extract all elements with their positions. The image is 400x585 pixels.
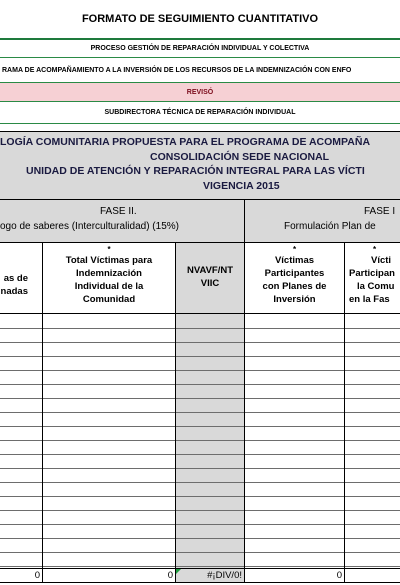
grid-row-line [0,384,400,385]
grid-row-line [0,524,400,525]
column-header-2-line-1: Total Víctimas para [65,255,153,266]
grid-row-line [0,510,400,511]
spacer-row [0,124,400,131]
methodology-line-2: CONSOLIDACIÓN SEDE NACIONAL [150,151,330,163]
phase-3-header[interactable] [245,200,400,243]
data-grid[interactable] [0,314,400,568]
column-header-3-line-2: VIIC [200,278,220,289]
required-marker: * [292,245,297,254]
phase-3-title: FASE I [364,206,396,217]
grid-row-line [0,426,400,427]
phase-3-subtitle: Formulación Plan de [284,221,376,232]
column-header-4-line-4: Inversión [273,294,316,305]
process-text: PROCESO GESTIÓN DE REPARACIÓN INDIVIDUAL Y COLECTIVA [90,45,310,52]
format-title[interactable] [0,0,400,40]
column-header-5-line-3: la Comu [357,281,395,292]
grid-row-line [0,496,400,497]
column-header-2[interactable] [43,243,176,314]
phase-2-header[interactable] [0,200,245,243]
grid-row-line [0,370,400,371]
methodology-header[interactable] [0,131,400,200]
column-header-2-line-4: Comunidad [82,294,136,305]
grid-row-line [0,398,400,399]
error-indicator-icon [176,569,181,574]
column-header-1-line-2: nadas [0,286,28,297]
column-header-1-line-1: as de [3,273,28,284]
total-cell-3-value: #¡DIV/0! [207,570,242,581]
total-cell-5[interactable] [345,569,400,582]
grid-row-line [0,454,400,455]
totals-row [0,568,400,583]
grid-column-line [175,314,176,568]
reviso-row[interactable] [0,83,400,102]
grid-row-line [0,566,400,567]
grid-row-line [0,412,400,413]
grid-row-line [0,342,400,343]
methodology-line-1: LOGÍA COMUNITARIA PROPUESTA PARA EL PROGRAMA DE ACOMPAÑA [0,136,371,148]
grid-row-line [0,328,400,329]
grid-row-line [0,552,400,553]
phase-2-subtitle: ogo de saberes (Interculturalidad) (15%) [0,221,179,232]
required-marker: * [373,245,377,254]
methodology-line-3: UNIDAD DE ATENCIÓN Y REPARACIÓN INTEGRAL PARA LAS VÍCTI [26,165,365,177]
column-header-4-line-1: Víctimas [274,255,315,266]
total-cell-2[interactable]: 0 [43,569,176,582]
column-header-4-line-3: con Planes de [262,281,327,292]
process-row[interactable] [0,40,400,58]
program-row[interactable] [0,58,400,83]
subdirectora-text: SUBDIRECTORA TÉCNICA DE REPARACIÓN INDIVIDUAL [104,109,296,116]
grid-row-line [0,482,400,483]
reviso-text: REVISÓ [186,88,214,96]
subdirectora-row[interactable] [0,102,400,124]
grid-row-line [0,468,400,469]
column-header-3[interactable] [176,243,245,314]
total-cell-3[interactable] [176,569,245,582]
column-header-4-line-2: Participantes [264,268,325,279]
column-header-5-line-1: Vícti [371,255,392,266]
column-header-1[interactable] [0,243,43,314]
grid-column-line [42,314,43,568]
phase-2-title: FASE II. [100,206,137,217]
grid-column-line [344,314,345,568]
grid-row-line [0,440,400,441]
column-header-5[interactable] [345,243,400,314]
total-cell-1[interactable]: 0 [0,569,43,582]
grid-row-line [0,538,400,539]
column-header-4[interactable] [245,243,345,314]
column-header-5-line-2: Participan [349,268,395,279]
grid-row-line [0,356,400,357]
column-header-5-line-4: en la Fas [349,294,390,305]
column-header-3-line-1: NVAVF/NT [186,265,234,276]
program-text: RAMA DE ACOMPAÑAMIENTO A LA INVERSIÓN DE LOS RECURSOS DE LA INDEMNIZACIÓN CON ENFO [2,66,352,74]
methodology-line-4: VIGENCIA 2015 [203,180,280,192]
grid-column-line [244,314,245,568]
required-marker: * [107,245,111,254]
computed-column [176,314,245,568]
column-header-2-line-2: Indemnización [76,268,142,279]
column-header-2-line-3: Individual de la [74,281,144,292]
format-title-text: FORMATO DE SEGUIMIENTO CUANTITATIVO [81,13,319,25]
total-cell-4[interactable]: 0 [245,569,345,582]
